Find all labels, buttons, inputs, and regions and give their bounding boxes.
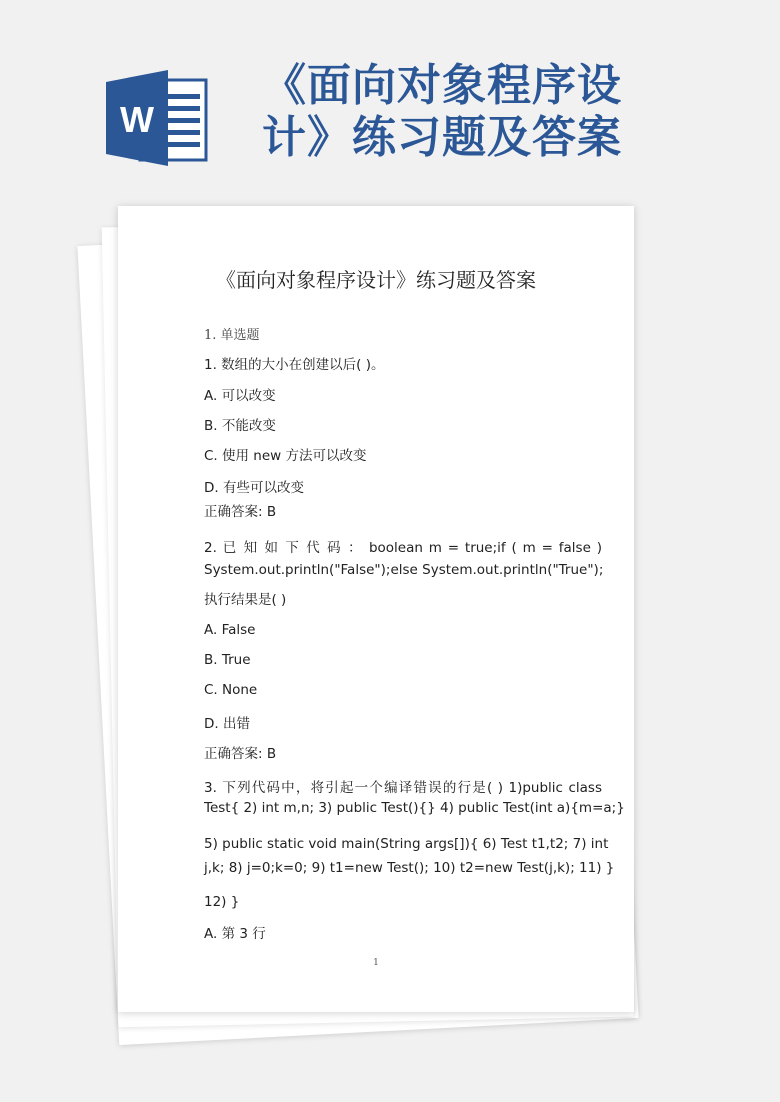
document-title: 《面向对象程序设计》练习题及答案 <box>216 268 536 292</box>
q2-question-line1: 2. 已 知 如 下 代 码 ： boolean m = true;if ( m = false ) <box>204 540 602 556</box>
q3-option-a: A. 第 3 行 <box>204 926 266 942</box>
banner-title-line2: 计》练习题及答案 <box>262 112 622 163</box>
q3-question-line3: 5) public static void main(String args[]){ 6) Test t1,t2; 7) int <box>204 836 609 852</box>
banner-title-line1: 《面向对象程序设 <box>262 60 622 111</box>
q2-option-a: A. False <box>204 622 256 638</box>
q1-option-c: C. 使用 new 方法可以改变 <box>204 448 367 464</box>
page-number: 1 <box>373 958 379 968</box>
q2-option-c: C. None <box>204 682 258 698</box>
q1-question: 1. 数组的大小在创建以后( )。 <box>204 357 385 373</box>
q2-option-b: B. True <box>204 652 251 668</box>
document-page <box>118 206 634 1012</box>
q2-question-line2: System.out.println("False");else System.out.println("True"); <box>204 562 604 578</box>
banner-title <box>262 60 682 164</box>
q3-question-line5: 12) } <box>204 894 240 910</box>
word-logo-icon <box>106 70 208 166</box>
q2-question-line3: 执行结果是( ) <box>204 592 287 608</box>
q1-option-b: B. 不能改变 <box>204 418 276 434</box>
q3-question-line1: 3. 下列代码中，将引起一个编译错误的行是( ) 1)public class <box>204 780 602 796</box>
q2-option-d: D. 出错 <box>204 716 250 732</box>
q2-answer: 正确答案: B <box>204 746 277 762</box>
q3-question-line2: Test{ 2) int m,n; 3) public Test(){} 4) public Test(int a){m=a;} <box>204 800 625 816</box>
word-logo-letter: W <box>120 99 154 140</box>
q3-question-line4: j,k; 8) j=0;k=0; 9) t1=new Test(); 10) t2=new Test(j,k); 11) } <box>204 860 615 876</box>
section-heading: 1. 单选题 <box>204 328 260 343</box>
q1-option-d: D. 有些可以改变 <box>204 480 304 496</box>
q1-answer: 正确答案: B <box>204 504 277 520</box>
q1-option-a: A. 可以改变 <box>204 388 276 404</box>
